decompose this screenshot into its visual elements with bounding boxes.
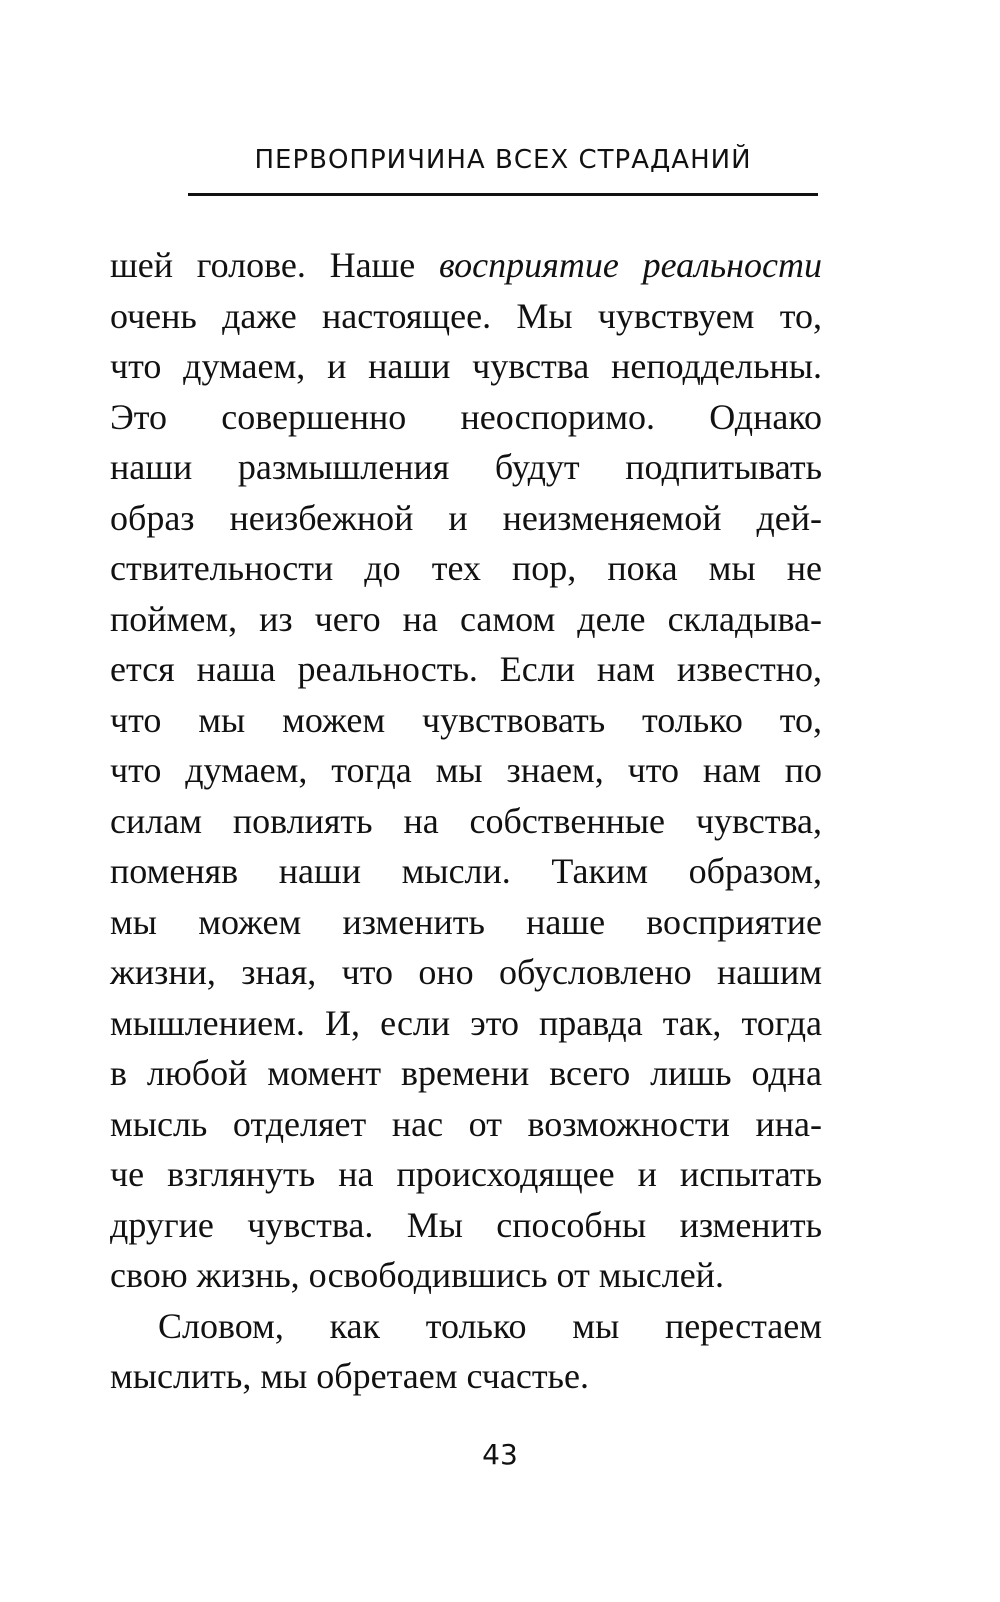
paragraph-2 [110,1301,822,1402]
text-line: образ неизбежной и неизменяемой дей- [110,497,822,538]
text-line: наши размышления будут подпитывать [110,447,822,487]
text-line: очень даже настоящее. Мы чувствуем то, [110,295,822,336]
italic-phrase: восприятие реальности [439,245,823,285]
text-line [110,240,822,291]
text-line: свою жизнь, освободившись от мыслей. [110,1255,724,1295]
text-span: шей голове. Наше [110,245,439,285]
text-line: силам повлиять на собственные чувства, [110,800,822,841]
text-line: в любой момент времени всего лишь одна [110,1053,822,1093]
text-line: поймем, из чего на самом деле складыва- [110,598,822,639]
text-line: другие чувства. Мы способны изменить [110,1204,822,1245]
text-line: ется наша реальность. Если нам известно, [110,649,822,689]
header-rule [188,193,818,196]
text-line: че взглянуть на происходящее и испытать [110,1154,822,1194]
running-head: ПЕРВОПРИЧИНА ВСЕХ СТРАДАНИЙ [254,145,752,175]
text-line: ствительности до тех пор, пока мы не [110,548,822,588]
paragraph-1 [110,240,822,1301]
text-line: что думаем, тогда мы знаем, что нам по [110,750,822,790]
text-line: поменяв наши мысли. Таким образом, [110,851,822,891]
text-line: мы можем изменить наше восприятие [110,901,822,942]
text-line: мыслить, мы обретаем счастье. [110,1356,589,1396]
text-line: что мы можем чувствовать только то, [110,699,822,740]
text-line: мышлением. И, если это правда так, тогда [110,1002,822,1043]
text-line: мысль отделяет нас от возможности ина- [110,1103,822,1144]
body-text [110,240,822,1402]
text-line: Это совершенно неоспоримо. Однако [110,396,822,437]
text-line: Словом, как только мы перестаем [158,1305,822,1346]
text-line: жизни, зная, что оно обусловлено нашим [110,952,822,992]
text-line: что думаем, и наши чувства неподдельны. [110,346,822,386]
page-number: 43 [482,1438,518,1471]
